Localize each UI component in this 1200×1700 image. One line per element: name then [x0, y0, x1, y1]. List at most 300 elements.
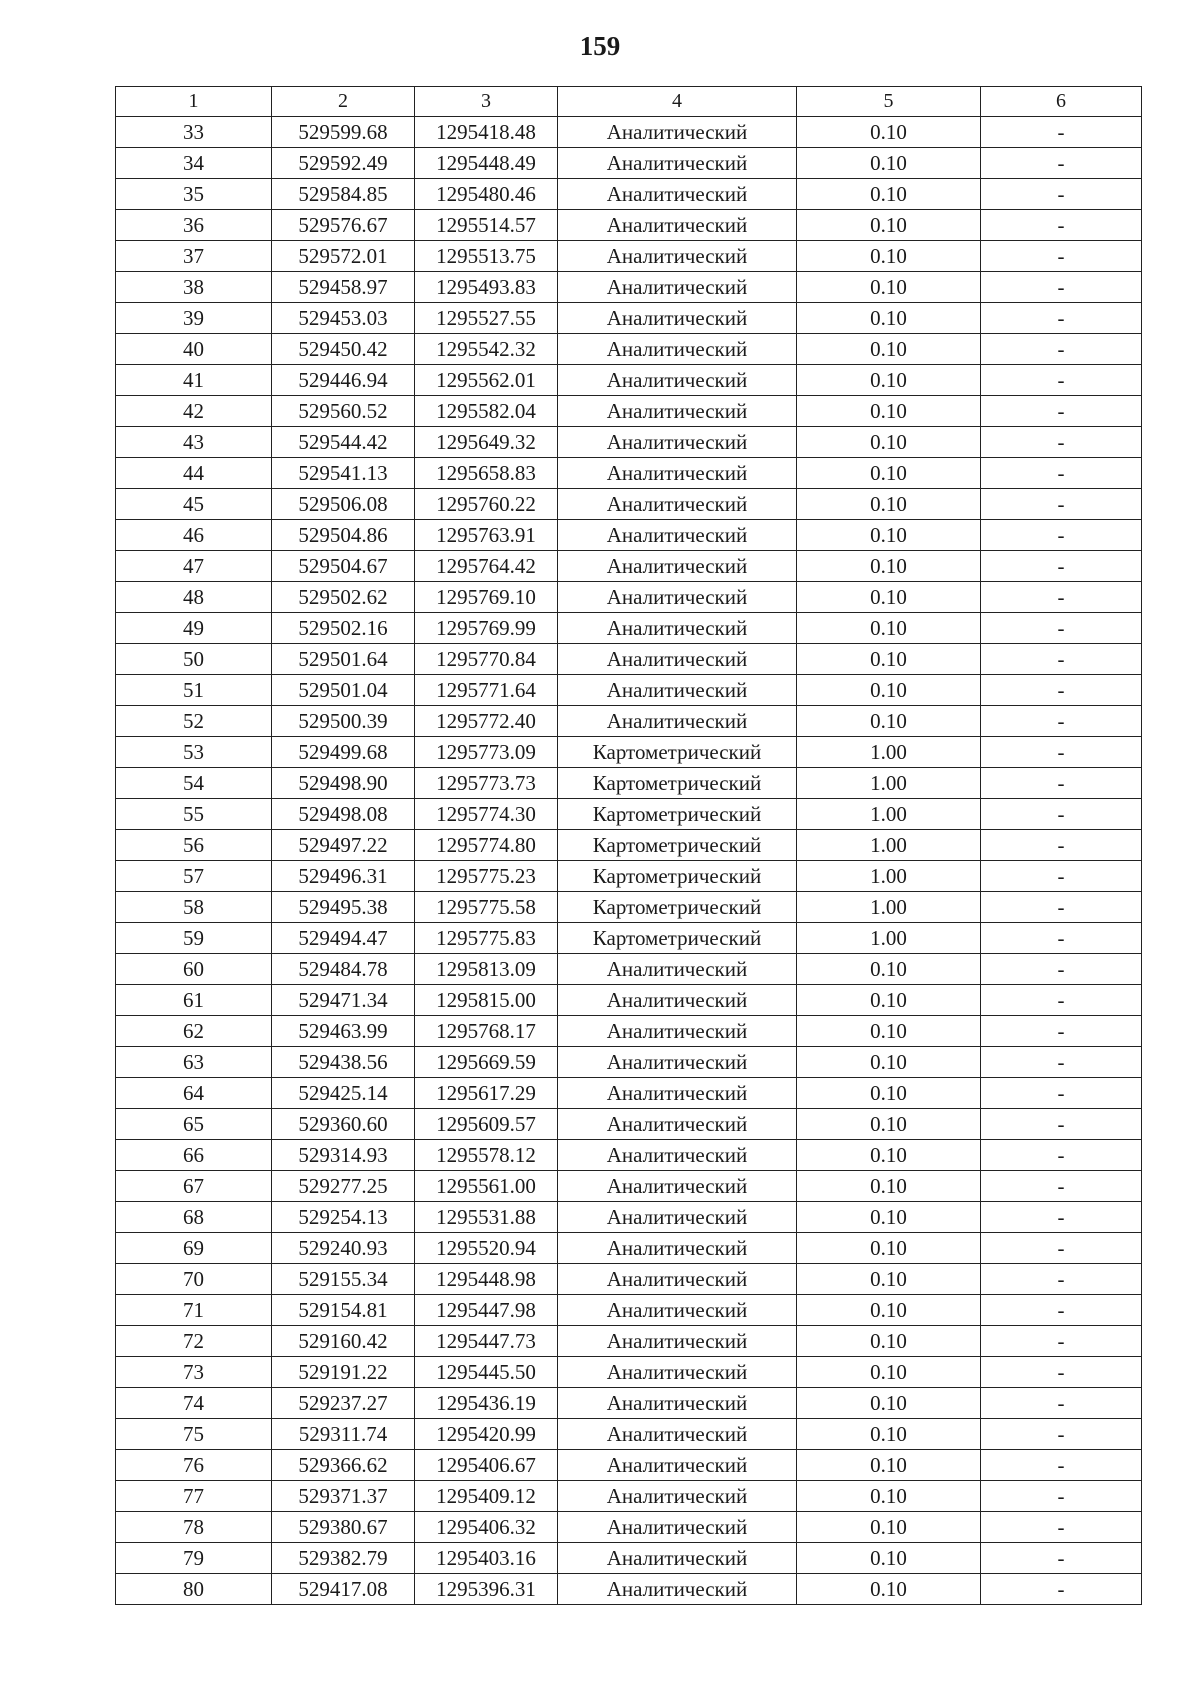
x-coordinate-cell: 529154.81: [272, 1295, 415, 1326]
x-coordinate-cell: 529576.67: [272, 210, 415, 241]
x-coordinate-cell: 529450.42: [272, 334, 415, 365]
accuracy-cell: 0.10: [797, 1202, 981, 1233]
x-coordinate-cell: 529382.79: [272, 1543, 415, 1574]
description-cell: -: [981, 768, 1142, 799]
point-number-cell: 70: [116, 1264, 272, 1295]
point-number-cell: 79: [116, 1543, 272, 1574]
description-cell: -: [981, 1109, 1142, 1140]
description-cell: -: [981, 923, 1142, 954]
point-number-cell: 51: [116, 675, 272, 706]
point-number-cell: 80: [116, 1574, 272, 1605]
accuracy-cell: 0.10: [797, 954, 981, 985]
method-cell: Картометрический: [558, 830, 797, 861]
point-number-cell: 66: [116, 1140, 272, 1171]
table-row: [116, 241, 1142, 272]
point-number-cell: 50: [116, 644, 272, 675]
description-cell: -: [981, 1140, 1142, 1171]
accuracy-cell: 0.10: [797, 1078, 981, 1109]
description-cell: -: [981, 1574, 1142, 1605]
accuracy-cell: 0.10: [797, 985, 981, 1016]
point-number-cell: 62: [116, 1016, 272, 1047]
table-row: [116, 613, 1142, 644]
method-cell: Аналитический: [558, 1481, 797, 1512]
y-coordinate-cell: 1295406.32: [415, 1512, 558, 1543]
point-number-cell: 46: [116, 520, 272, 551]
y-coordinate-cell: 1295669.59: [415, 1047, 558, 1078]
table-row: [116, 1450, 1142, 1481]
table-row: [116, 923, 1142, 954]
y-coordinate-cell: 1295763.91: [415, 520, 558, 551]
accuracy-cell: 0.10: [797, 303, 981, 334]
table-row: [116, 737, 1142, 768]
description-cell: -: [981, 675, 1142, 706]
description-cell: -: [981, 706, 1142, 737]
point-number-cell: 44: [116, 458, 272, 489]
table-row: [116, 892, 1142, 923]
description-cell: -: [981, 365, 1142, 396]
table-row: [116, 1543, 1142, 1574]
method-cell: Картометрический: [558, 737, 797, 768]
method-cell: Аналитический: [558, 396, 797, 427]
y-coordinate-cell: 1295617.29: [415, 1078, 558, 1109]
point-number-cell: 61: [116, 985, 272, 1016]
method-cell: Аналитический: [558, 613, 797, 644]
x-coordinate-cell: 529425.14: [272, 1078, 415, 1109]
point-number-cell: 58: [116, 892, 272, 923]
method-cell: Аналитический: [558, 1388, 797, 1419]
point-number-cell: 47: [116, 551, 272, 582]
x-coordinate-cell: 529446.94: [272, 365, 415, 396]
description-cell: -: [981, 1326, 1142, 1357]
point-number-cell: 34: [116, 148, 272, 179]
y-coordinate-cell: 1295764.42: [415, 551, 558, 582]
y-coordinate-cell: 1295514.57: [415, 210, 558, 241]
point-number-cell: 72: [116, 1326, 272, 1357]
method-cell: Аналитический: [558, 1326, 797, 1357]
point-number-cell: 77: [116, 1481, 272, 1512]
description-cell: -: [981, 1171, 1142, 1202]
method-cell: Аналитический: [558, 1109, 797, 1140]
accuracy-cell: 1.00: [797, 768, 981, 799]
accuracy-cell: 1.00: [797, 892, 981, 923]
point-number-cell: 55: [116, 799, 272, 830]
x-coordinate-cell: 529499.68: [272, 737, 415, 768]
method-cell: Аналитический: [558, 1140, 797, 1171]
x-coordinate-cell: 529360.60: [272, 1109, 415, 1140]
description-cell: -: [981, 830, 1142, 861]
description-cell: -: [981, 644, 1142, 675]
point-number-cell: 40: [116, 334, 272, 365]
column-header-2: 2: [272, 87, 415, 117]
column-header-5: 5: [797, 87, 981, 117]
x-coordinate-cell: 529160.42: [272, 1326, 415, 1357]
table-row: [116, 1202, 1142, 1233]
description-cell: -: [981, 179, 1142, 210]
description-cell: -: [981, 1047, 1142, 1078]
point-number-cell: 78: [116, 1512, 272, 1543]
point-number-cell: 67: [116, 1171, 272, 1202]
table-row: [116, 706, 1142, 737]
point-number-cell: 37: [116, 241, 272, 272]
y-coordinate-cell: 1295775.23: [415, 861, 558, 892]
table-row: [116, 303, 1142, 334]
y-coordinate-cell: 1295578.12: [415, 1140, 558, 1171]
table-row: [116, 954, 1142, 985]
table-row: [116, 768, 1142, 799]
table-header-row: [116, 87, 1142, 117]
table-row: [116, 1357, 1142, 1388]
table-row: [116, 1512, 1142, 1543]
method-cell: Картометрический: [558, 892, 797, 923]
description-cell: -: [981, 1202, 1142, 1233]
y-coordinate-cell: 1295406.67: [415, 1450, 558, 1481]
description-cell: -: [981, 1388, 1142, 1419]
table-row: [116, 458, 1142, 489]
description-cell: -: [981, 1233, 1142, 1264]
point-number-cell: 56: [116, 830, 272, 861]
y-coordinate-cell: 1295770.84: [415, 644, 558, 675]
method-cell: Аналитический: [558, 675, 797, 706]
description-cell: -: [981, 737, 1142, 768]
x-coordinate-cell: 529504.67: [272, 551, 415, 582]
description-cell: -: [981, 1264, 1142, 1295]
point-number-cell: 53: [116, 737, 272, 768]
table-row: [116, 148, 1142, 179]
x-coordinate-cell: 529506.08: [272, 489, 415, 520]
x-coordinate-cell: 529501.04: [272, 675, 415, 706]
table-row: [116, 1481, 1142, 1512]
x-coordinate-cell: 529500.39: [272, 706, 415, 737]
description-cell: -: [981, 1450, 1142, 1481]
point-number-cell: 65: [116, 1109, 272, 1140]
x-coordinate-cell: 529584.85: [272, 179, 415, 210]
page-number: 159: [579, 31, 621, 61]
table-row: [116, 1078, 1142, 1109]
x-coordinate-cell: 529504.86: [272, 520, 415, 551]
method-cell: Картометрический: [558, 861, 797, 892]
method-cell: Картометрический: [558, 799, 797, 830]
x-coordinate-cell: 529463.99: [272, 1016, 415, 1047]
method-cell: Аналитический: [558, 706, 797, 737]
x-coordinate-cell: 529240.93: [272, 1233, 415, 1264]
x-coordinate-cell: 529572.01: [272, 241, 415, 272]
method-cell: Аналитический: [558, 210, 797, 241]
x-coordinate-cell: 529155.34: [272, 1264, 415, 1295]
y-coordinate-cell: 1295493.83: [415, 272, 558, 303]
y-coordinate-cell: 1295769.10: [415, 582, 558, 613]
y-coordinate-cell: 1295527.55: [415, 303, 558, 334]
x-coordinate-cell: 529501.64: [272, 644, 415, 675]
x-coordinate-cell: 529311.74: [272, 1419, 415, 1450]
y-coordinate-cell: 1295658.83: [415, 458, 558, 489]
y-coordinate-cell: 1295448.98: [415, 1264, 558, 1295]
x-coordinate-cell: 529541.13: [272, 458, 415, 489]
method-cell: Аналитический: [558, 179, 797, 210]
table-row: [116, 117, 1142, 148]
description-cell: -: [981, 458, 1142, 489]
description-cell: -: [981, 117, 1142, 148]
table-row: [116, 1574, 1142, 1605]
x-coordinate-cell: 529366.62: [272, 1450, 415, 1481]
accuracy-cell: 0.10: [797, 1512, 981, 1543]
method-cell: Аналитический: [558, 148, 797, 179]
point-number-cell: 38: [116, 272, 272, 303]
method-cell: Аналитический: [558, 1078, 797, 1109]
table-row: [116, 334, 1142, 365]
accuracy-cell: 0.10: [797, 1016, 981, 1047]
point-number-cell: 39: [116, 303, 272, 334]
y-coordinate-cell: 1295447.73: [415, 1326, 558, 1357]
y-coordinate-cell: 1295815.00: [415, 985, 558, 1016]
table-header: [116, 87, 1142, 117]
accuracy-cell: 0.10: [797, 458, 981, 489]
accuracy-cell: 1.00: [797, 923, 981, 954]
point-number-cell: 45: [116, 489, 272, 520]
accuracy-cell: 0.10: [797, 1357, 981, 1388]
description-cell: -: [981, 985, 1142, 1016]
point-number-cell: 69: [116, 1233, 272, 1264]
accuracy-cell: 0.10: [797, 1264, 981, 1295]
table-row: [116, 1047, 1142, 1078]
x-coordinate-cell: 529498.90: [272, 768, 415, 799]
accuracy-cell: 0.10: [797, 241, 981, 272]
y-coordinate-cell: 1295609.57: [415, 1109, 558, 1140]
table-row: [116, 1388, 1142, 1419]
point-number-cell: 60: [116, 954, 272, 985]
table-row: [116, 1140, 1142, 1171]
x-coordinate-cell: 529471.34: [272, 985, 415, 1016]
description-cell: -: [981, 799, 1142, 830]
x-coordinate-cell: 529560.52: [272, 396, 415, 427]
description-cell: -: [981, 148, 1142, 179]
y-coordinate-cell: 1295582.04: [415, 396, 558, 427]
method-cell: Аналитический: [558, 1047, 797, 1078]
y-coordinate-cell: 1295445.50: [415, 1357, 558, 1388]
table-row: [116, 1295, 1142, 1326]
table-row: [116, 1171, 1142, 1202]
point-number-cell: 48: [116, 582, 272, 613]
y-coordinate-cell: 1295447.98: [415, 1295, 558, 1326]
y-coordinate-cell: 1295760.22: [415, 489, 558, 520]
x-coordinate-cell: 529497.22: [272, 830, 415, 861]
point-number-cell: 73: [116, 1357, 272, 1388]
column-header-6: 6: [981, 87, 1142, 117]
method-cell: Аналитический: [558, 1574, 797, 1605]
point-number-cell: 49: [116, 613, 272, 644]
x-coordinate-cell: 529494.47: [272, 923, 415, 954]
accuracy-cell: 0.10: [797, 1543, 981, 1574]
method-cell: Аналитический: [558, 520, 797, 551]
method-cell: Аналитический: [558, 954, 797, 985]
accuracy-cell: 0.10: [797, 489, 981, 520]
x-coordinate-cell: 529417.08: [272, 1574, 415, 1605]
accuracy-cell: 0.10: [797, 1419, 981, 1450]
table-row: [116, 1109, 1142, 1140]
accuracy-cell: 0.10: [797, 551, 981, 582]
accuracy-cell: 0.10: [797, 1171, 981, 1202]
table-row: [116, 210, 1142, 241]
description-cell: -: [981, 427, 1142, 458]
y-coordinate-cell: 1295409.12: [415, 1481, 558, 1512]
table-row: [116, 520, 1142, 551]
method-cell: Аналитический: [558, 334, 797, 365]
method-cell: Аналитический: [558, 489, 797, 520]
description-cell: -: [981, 520, 1142, 551]
accuracy-cell: 0.10: [797, 1047, 981, 1078]
method-cell: Аналитический: [558, 458, 797, 489]
y-coordinate-cell: 1295520.94: [415, 1233, 558, 1264]
accuracy-cell: 1.00: [797, 830, 981, 861]
table-row: [116, 644, 1142, 675]
point-number-cell: 43: [116, 427, 272, 458]
method-cell: Картометрический: [558, 768, 797, 799]
method-cell: Аналитический: [558, 644, 797, 675]
table-row: [116, 551, 1142, 582]
y-coordinate-cell: 1295774.30: [415, 799, 558, 830]
point-number-cell: 52: [116, 706, 272, 737]
method-cell: Аналитический: [558, 1512, 797, 1543]
point-number-cell: 54: [116, 768, 272, 799]
table-row: [116, 582, 1142, 613]
y-coordinate-cell: 1295773.73: [415, 768, 558, 799]
method-cell: Аналитический: [558, 985, 797, 1016]
accuracy-cell: 0.10: [797, 365, 981, 396]
description-cell: -: [981, 1419, 1142, 1450]
accuracy-cell: 0.10: [797, 1233, 981, 1264]
accuracy-cell: 0.10: [797, 210, 981, 241]
accuracy-cell: 0.10: [797, 1326, 981, 1357]
y-coordinate-cell: 1295768.17: [415, 1016, 558, 1047]
y-coordinate-cell: 1295403.16: [415, 1543, 558, 1574]
x-coordinate-cell: 529380.67: [272, 1512, 415, 1543]
method-cell: Аналитический: [558, 582, 797, 613]
y-coordinate-cell: 1295542.32: [415, 334, 558, 365]
x-coordinate-cell: 529496.31: [272, 861, 415, 892]
table-row: [116, 1264, 1142, 1295]
table-row: [116, 1419, 1142, 1450]
description-cell: -: [981, 1481, 1142, 1512]
y-coordinate-cell: 1295813.09: [415, 954, 558, 985]
table-row: [116, 1016, 1142, 1047]
accuracy-cell: 0.10: [797, 272, 981, 303]
description-cell: -: [981, 582, 1142, 613]
accuracy-cell: 0.10: [797, 644, 981, 675]
y-coordinate-cell: 1295531.88: [415, 1202, 558, 1233]
method-cell: Аналитический: [558, 551, 797, 582]
accuracy-cell: 1.00: [797, 737, 981, 768]
method-cell: Аналитический: [558, 1171, 797, 1202]
table-row: [116, 427, 1142, 458]
table-row: [116, 1233, 1142, 1264]
method-cell: Аналитический: [558, 1357, 797, 1388]
accuracy-cell: 0.10: [797, 1574, 981, 1605]
y-coordinate-cell: 1295775.83: [415, 923, 558, 954]
description-cell: -: [981, 861, 1142, 892]
table-row: [116, 179, 1142, 210]
x-coordinate-cell: 529495.38: [272, 892, 415, 923]
method-cell: Аналитический: [558, 1543, 797, 1574]
x-coordinate-cell: 529502.16: [272, 613, 415, 644]
description-cell: -: [981, 210, 1142, 241]
accuracy-cell: 0.10: [797, 334, 981, 365]
description-cell: -: [981, 892, 1142, 923]
description-cell: -: [981, 1543, 1142, 1574]
method-cell: Аналитический: [558, 1202, 797, 1233]
method-cell: Аналитический: [558, 303, 797, 334]
y-coordinate-cell: 1295561.00: [415, 1171, 558, 1202]
description-cell: -: [981, 954, 1142, 985]
method-cell: Аналитический: [558, 117, 797, 148]
y-coordinate-cell: 1295420.99: [415, 1419, 558, 1450]
accuracy-cell: 0.10: [797, 675, 981, 706]
table-row: [116, 830, 1142, 861]
x-coordinate-cell: 529453.03: [272, 303, 415, 334]
x-coordinate-cell: 529237.27: [272, 1388, 415, 1419]
description-cell: -: [981, 272, 1142, 303]
description-cell: -: [981, 1295, 1142, 1326]
description-cell: -: [981, 1078, 1142, 1109]
y-coordinate-cell: 1295772.40: [415, 706, 558, 737]
x-coordinate-cell: 529599.68: [272, 117, 415, 148]
x-coordinate-cell: 529484.78: [272, 954, 415, 985]
description-cell: -: [981, 1357, 1142, 1388]
method-cell: Аналитический: [558, 1295, 797, 1326]
x-coordinate-cell: 529191.22: [272, 1357, 415, 1388]
column-header-4: 4: [558, 87, 797, 117]
accuracy-cell: 0.10: [797, 1295, 981, 1326]
point-number-cell: 57: [116, 861, 272, 892]
description-cell: -: [981, 1016, 1142, 1047]
y-coordinate-cell: 1295480.46: [415, 179, 558, 210]
method-cell: Аналитический: [558, 241, 797, 272]
table-row: [116, 1326, 1142, 1357]
x-coordinate-cell: 529254.13: [272, 1202, 415, 1233]
accuracy-cell: 0.10: [797, 520, 981, 551]
table-row: [116, 861, 1142, 892]
description-cell: -: [981, 489, 1142, 520]
x-coordinate-cell: 529314.93: [272, 1140, 415, 1171]
x-coordinate-cell: 529371.37: [272, 1481, 415, 1512]
x-coordinate-cell: 529544.42: [272, 427, 415, 458]
method-cell: Аналитический: [558, 1419, 797, 1450]
y-coordinate-cell: 1295774.80: [415, 830, 558, 861]
y-coordinate-cell: 1295448.49: [415, 148, 558, 179]
table-body: [116, 117, 1142, 1605]
point-number-cell: 35: [116, 179, 272, 210]
point-number-cell: 59: [116, 923, 272, 954]
point-number-cell: 76: [116, 1450, 272, 1481]
point-number-cell: 42: [116, 396, 272, 427]
y-coordinate-cell: 1295775.58: [415, 892, 558, 923]
point-number-cell: 68: [116, 1202, 272, 1233]
point-number-cell: 75: [116, 1419, 272, 1450]
description-cell: -: [981, 613, 1142, 644]
table-row: [116, 365, 1142, 396]
table-row: [116, 489, 1142, 520]
accuracy-cell: 0.10: [797, 148, 981, 179]
column-header-3: 3: [415, 87, 558, 117]
method-cell: Аналитический: [558, 427, 797, 458]
method-cell: Аналитический: [558, 1016, 797, 1047]
x-coordinate-cell: 529592.49: [272, 148, 415, 179]
x-coordinate-cell: 529458.97: [272, 272, 415, 303]
accuracy-cell: 0.10: [797, 1109, 981, 1140]
description-cell: -: [981, 551, 1142, 582]
y-coordinate-cell: 1295436.19: [415, 1388, 558, 1419]
method-cell: Аналитический: [558, 1264, 797, 1295]
accuracy-cell: 0.10: [797, 1450, 981, 1481]
y-coordinate-cell: 1295513.75: [415, 241, 558, 272]
